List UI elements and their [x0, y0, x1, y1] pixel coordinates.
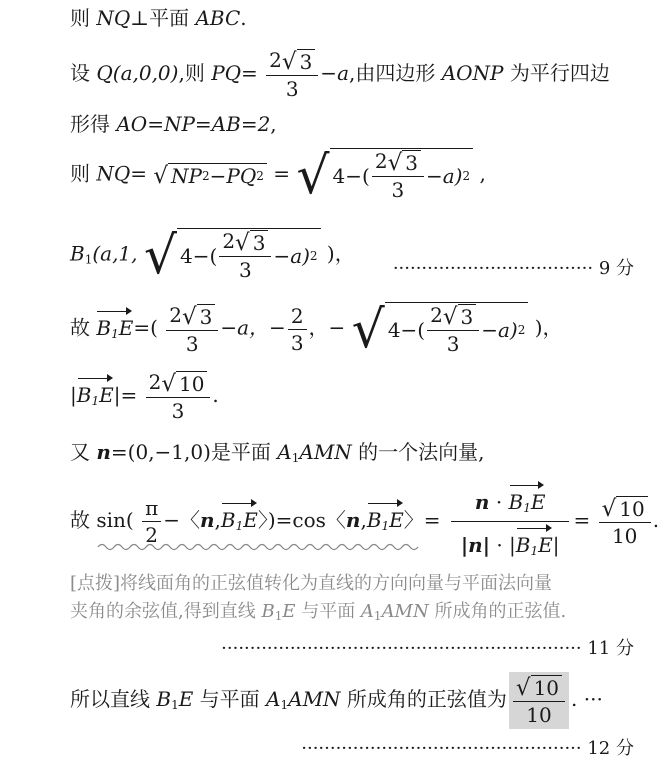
wavy-underline [98, 542, 424, 552]
line-2: 设 Q(a,0,0),则 PQ= 2 √ 3 3 −a,由四边形 AONP 为平行四边 [70, 48, 610, 101]
fraction: 2 √ 3 3 [266, 48, 318, 101]
line-5: $B_1(a,1$, √ 4−( 2 √ 3 3 −a) 2 )， [70, 226, 355, 286]
highlighted-answer: √ 10 10 [509, 672, 569, 729]
line-7: $|B_1E|=$ 2 √ 10 3 . [70, 370, 219, 423]
tip-line-2: 夹角的余弦值,得到直线 $B_1E$ 与平面 $A_1AMN$ 所成角的正弦值. [70, 601, 567, 623]
sqrt: √ 4−( 2 √ 3 3 −a) 2 [144, 228, 321, 282]
sqrt: √ 4−( 2 √ 3 3 −a) 2 [296, 148, 473, 202]
score-11: ······························································· 11 分 [221, 638, 634, 659]
score-12: ················································· 12 分 [301, 738, 634, 759]
line-1: 则 NQ⊥平面 ABC. [70, 6, 247, 30]
line-8: 又 n=(0,−1,0)是平面 $A_1AMN$ 的一个法向量, [70, 440, 485, 465]
line-12: 所以直线 $B_1E$ 与平面 $A_1AMN$ 所成角的正弦值为 √ 10 10 . ··· [70, 672, 603, 729]
tip-line-1: [点拨]将线面角的正弦值转化为直线的方向向量与平面法向量 [70, 573, 553, 594]
line-9: 故 sin( $\frac{\pi}{2}$ −〈$n,B_1E$〉)=cos〈$n,B_1E$〉= $\frac{n \cdot B_1E}{|n| \cdot |B_1E|}$ = √ 10 10 . [70, 480, 659, 563]
line-3: 形得 AO=NP=AB=2, [70, 112, 277, 136]
sqrt: √ NP 2 − PQ 2 [153, 163, 267, 188]
line-6: 故 $B_1E=$( 2 √ 3 3 −a，− $\frac{2}{3}$ ，− √ 4−( 2 √ 3 3 −a) 2 )， [70, 300, 563, 360]
score-9: ··································· 9 分 [392, 258, 634, 279]
line-4: 则 NQ= √ NP 2 − PQ 2 = √ 4−( 2 √ 3 3 −a) 2 , [70, 146, 486, 206]
